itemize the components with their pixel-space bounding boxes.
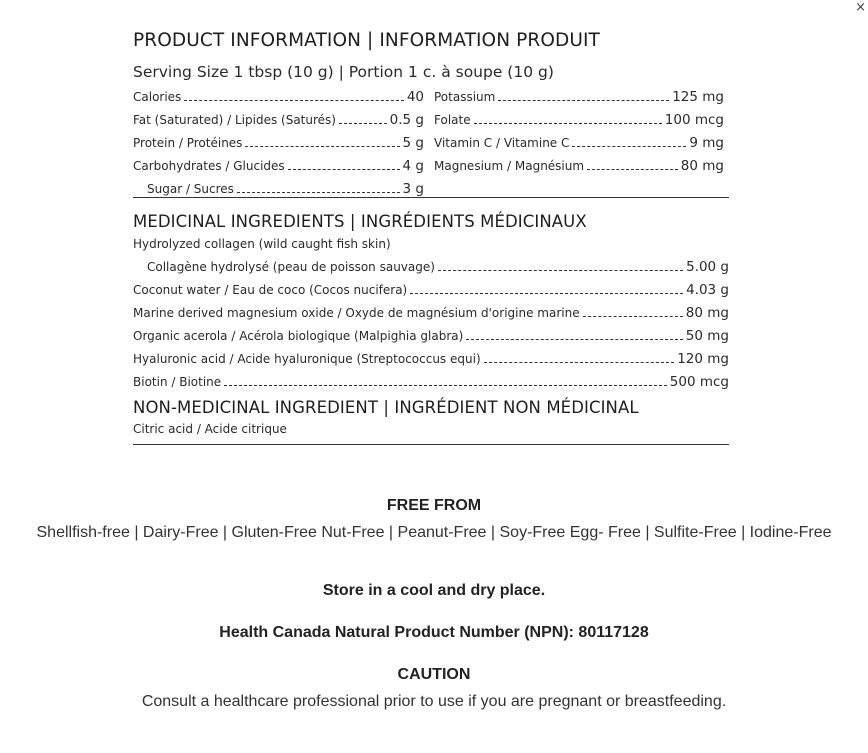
ingredient-row <box>133 135 424 158</box>
dotted-leader <box>484 354 675 363</box>
row-value: 4.03 g <box>686 282 729 298</box>
row-value: 9 mg <box>689 135 724 151</box>
medicinal-ingredients-heading: MEDICINAL INGREDIENTS | INGRÉDIENTS MÉDICINAUX <box>133 212 587 231</box>
row-label: Vitamin C / Vitamine C <box>434 136 570 150</box>
free-from-list: Shellfish-free | Dairy-Free | Gluten-Free Nut-Free | Peanut-Free | Soy-Free Egg- Free | Sulfite-Free | Iodine-Free <box>36 524 832 541</box>
ingredient-row <box>133 282 729 305</box>
dotted-leader <box>498 92 669 101</box>
row-label: Hyaluronic acid / Acide hyaluronique (Streptococcus equi) <box>133 352 481 366</box>
row-label: Potassium <box>434 90 496 104</box>
product-information-title: PRODUCT INFORMATION | INFORMATION PRODUIT <box>133 30 600 51</box>
row-label: Folate <box>434 113 471 127</box>
non-medicinal-ingredient-section <box>133 398 729 444</box>
ingredient-row <box>434 158 724 181</box>
ingredient-row <box>133 305 729 328</box>
storage-instructions: Store in a cool and dry place. <box>322 582 546 599</box>
serving-size: Serving Size 1 tbsp (10 g) | Portion 1 c. à soupe (10 g) <box>133 63 554 81</box>
row-value: 40 <box>406 89 424 105</box>
row-label: Collagène hydrolysé (peau de poisson sauvage) <box>147 260 435 274</box>
dotted-leader <box>572 138 686 147</box>
ingredient-row <box>133 259 729 282</box>
ingredient-row <box>133 158 424 181</box>
row-value: 50 mg <box>685 328 729 344</box>
nutrition-facts <box>133 89 729 197</box>
row-label: Fat (Saturated) / Lipides (Saturés) <box>133 113 336 127</box>
dotted-leader <box>438 262 683 271</box>
dotted-leader <box>245 138 399 147</box>
ingredient-row <box>434 112 724 135</box>
row-label: Organic acerola / Acérola biologique (Malpighia glabra) <box>133 329 464 343</box>
dotted-leader <box>583 308 683 317</box>
row-label: Calories <box>133 90 182 104</box>
dotted-leader <box>288 161 400 170</box>
ingredient-row <box>133 89 424 112</box>
ingredient-row <box>133 328 729 351</box>
nutrition-column-left <box>133 89 424 204</box>
dotted-leader <box>474 115 662 124</box>
nutrition-column-right <box>434 89 724 181</box>
ingredient-row <box>434 89 724 112</box>
non-medicinal-ingredient-text: Citric acid / Acide citrique <box>133 422 287 436</box>
npn-number: Health Canada Natural Product Number (NPN): 80117128 <box>219 624 649 641</box>
ingredient-row <box>133 351 729 374</box>
dotted-leader <box>339 115 387 124</box>
row-value: 80 mg <box>680 158 724 174</box>
row-value: 3 g <box>402 181 424 197</box>
row-value: 5 g <box>402 135 424 151</box>
dotted-leader <box>237 184 400 193</box>
divider <box>133 444 729 445</box>
row-value: 0.5 g <box>389 112 424 128</box>
close-icon[interactable]: × <box>855 0 866 15</box>
row-label: Biotin / Biotine <box>133 375 222 389</box>
dotted-leader <box>224 377 667 386</box>
row-label: Magnesium / Magnésium <box>434 159 585 173</box>
non-medicinal-ingredient-heading: NON-MEDICINAL INGREDIENT | INGRÉDIENT NON MÉDICINAL <box>133 398 639 417</box>
row-value: 100 mcg <box>664 112 724 128</box>
row-value: 80 mg <box>685 305 729 321</box>
caution-text: Consult a healthcare professional prior to use if you are pregnant or breastfeeding. <box>141 693 727 710</box>
row-label: Protein / Protéines <box>133 136 243 150</box>
caution-title: CAUTION <box>397 666 471 683</box>
medicinal-ingredient-list <box>133 259 729 397</box>
medicinal-ingredient-intro: Hydrolyzed collagen (wild caught fish skin) <box>133 237 391 251</box>
ingredient-row <box>434 135 724 158</box>
ingredient-row <box>133 374 729 397</box>
dotted-leader <box>587 161 678 170</box>
free-from-title: FREE FROM <box>386 497 482 514</box>
row-label: Carbohydrates / Glucides <box>133 159 285 173</box>
row-value: 120 mg <box>677 351 729 367</box>
dotted-leader <box>410 285 683 294</box>
product-information-panel <box>133 30 729 445</box>
row-value: 5.00 g <box>686 259 729 275</box>
medicinal-ingredients-section <box>133 212 729 397</box>
row-value: 125 mg <box>672 89 724 105</box>
dotted-leader <box>184 92 404 101</box>
row-label: Marine derived magnesium oxide / Oxyde de magnésium d'origine marine <box>133 306 580 320</box>
ingredient-row <box>133 181 424 204</box>
row-label: Coconut water / Eau de coco (Cocos nucifera) <box>133 283 408 297</box>
ingredient-row <box>133 112 424 135</box>
row-label: Sugar / Sucres <box>147 182 234 196</box>
dotted-leader <box>466 331 682 340</box>
row-value: 4 g <box>402 158 424 174</box>
row-value: 500 mcg <box>669 374 729 390</box>
